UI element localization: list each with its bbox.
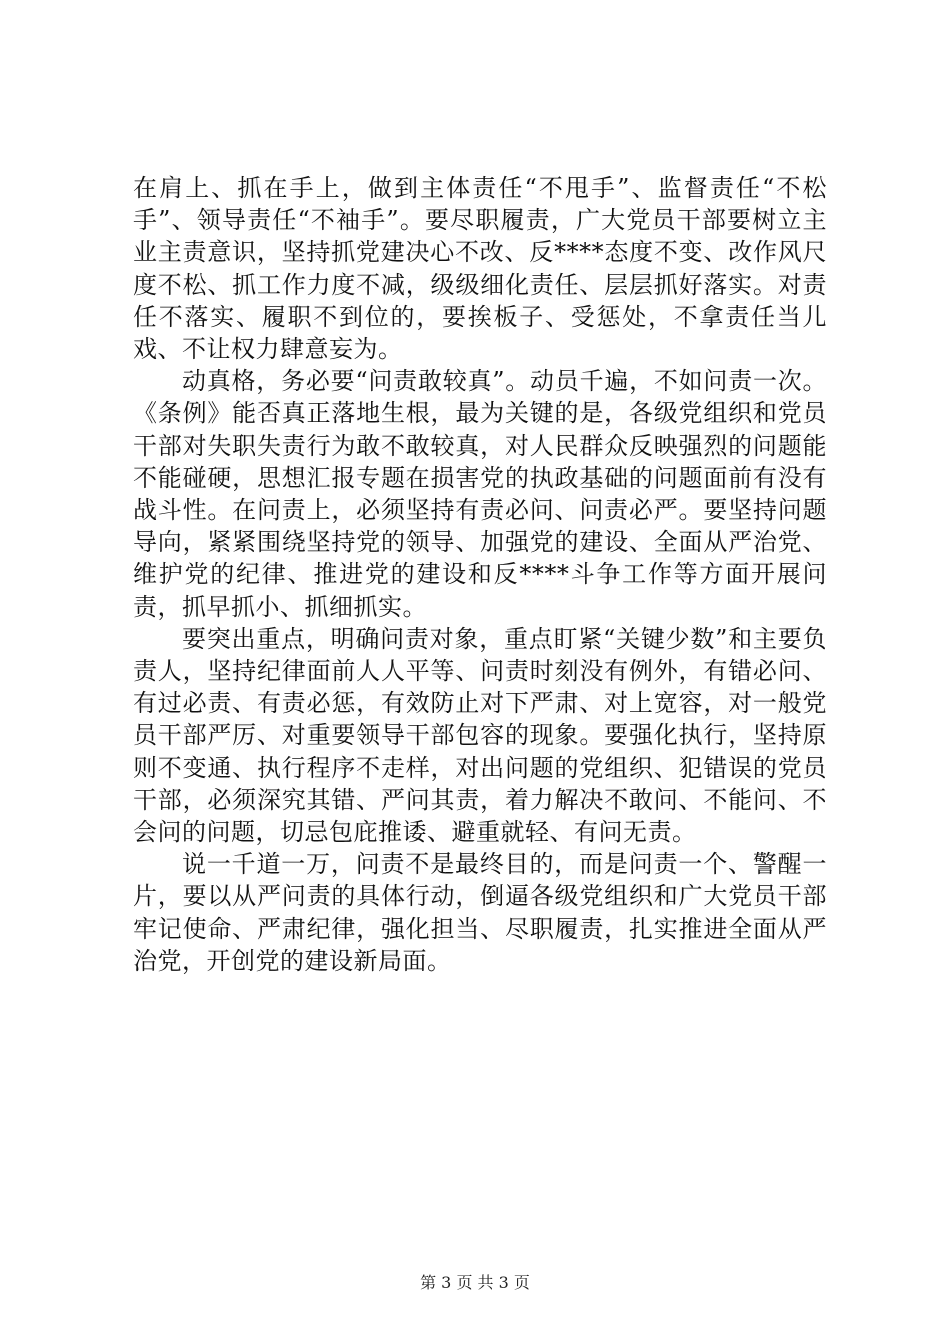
paragraph-conclusion: 说一千道一万，问责不是最终目的，而是问责一个、警醒一片，要以从严问责的具体行动，倒逼各级党组织和广大党员干部牢记使命、严肃纪律，强化担当、尽职履责，扎实推进全面从严治党，开创党的建设新局面。 <box>133 850 827 975</box>
page-footer: 第 3 页 共 3 页 <box>420 1273 530 1292</box>
paragraph-focus: 要突出重点，明确问责对象，重点盯紧“关键少数”和主要负责人，坚持纪律面前人人平等、问责时刻没有例外，有错必问、有过必责、有责必惩，有效防止对下严肃、对上宽容，对一般党员干部严厉、对重要领导干部包容的现象。要强化执行，坚持原则不变通、执行程序不走样，对出问题的党组织、犯错误的党员干部，必须深究其错、严问其责，着力解决不敢问、不能问、不会问的问题，切忌包庇推诿、避重就轻、有问无责。 <box>133 624 827 847</box>
document-body <box>133 172 827 977</box>
paragraph-continued: 在肩上、抓在手上，做到主体责任“不甩手”、监督责任“不松手”、领导责任“不袖手”。要尽职履责，广大党员干部要树立主业主责意识，坚持抓党建决心不改、反****态度不变、改作风尺度不松、抓工作力度不减，级级细化责任、层层抓好落实。对责任不落实、履职不到位的，要挨板子、受惩处，不拿责任当儿戏、不让权力肆意妄为。 <box>133 174 827 364</box>
paragraph-accountability: 动真格，务必要“问责敢较真”。动员千遍，不如问责一次。《条例》能否真正落地生根，最为关键的是，各级党组织和党员干部对失职失责行为敢不敢较真，对人民群众反映强烈的问题能不能碰硬，思想汇报专题在损害党的执政基础的问题面前有没有战斗性。在问责上，必须坚持有责必问、问责必严。要坚持问题导向，紧紧围绕坚持党的领导、加强党的建设、全面从严治党、维护党的纪律、推进党的建设和反****斗争工作等方面开展问责，抓早抓小、抓细抓实。 <box>133 367 827 621</box>
